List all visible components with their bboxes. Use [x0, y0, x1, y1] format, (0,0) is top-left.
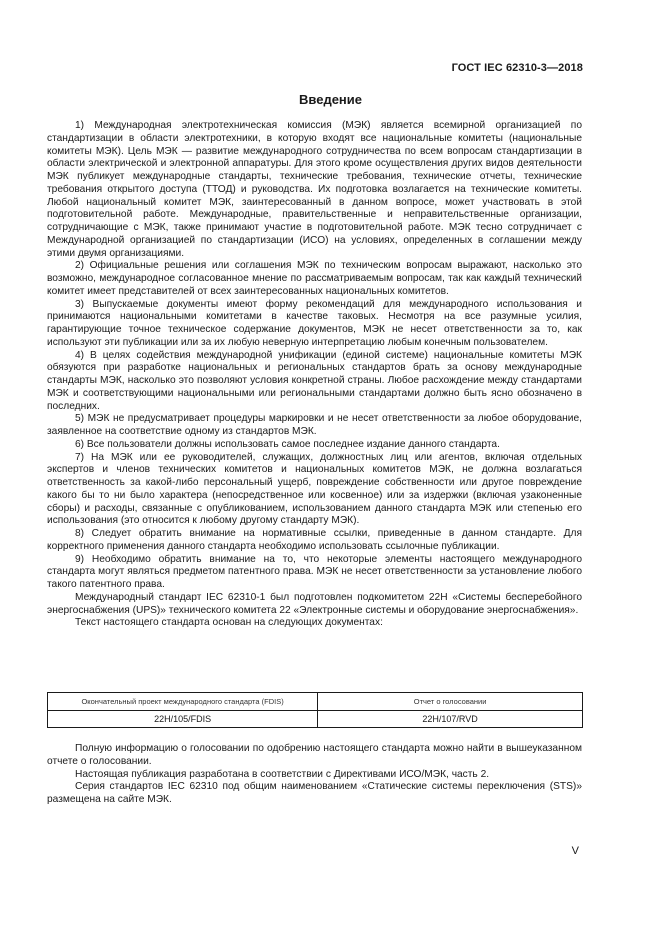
- page-number: V: [571, 845, 579, 857]
- section-title: Введение: [299, 92, 362, 107]
- document-header-id: ГОСТ IEC 62310-3—2018: [451, 62, 583, 74]
- paragraph: 6) Все пользователи должны использовать самое последнее издание данного стандарта.: [75, 438, 500, 450]
- paragraph: Текст настоящего стандарта основан на следующих документах:: [75, 617, 383, 629]
- paragraph: 3) Выпускаемые документы имеют форму рекомендаций для международного использования и принимаются национальными комитетами в качестве таковых. Несмотря на все разумные усилия, гарантирующие точное техническое содержание документов, МЭК не несет ответственности за то, как используют эти публикации или за их любую неверную интерпретацию любым конечным пользователем.: [47, 298, 582, 348]
- paragraph: 4) В целях содействия международной унификации (единой системе) национальные комитеты МЭК обязуются при разработке национальных и региональных стандартов брать за основу международные стандарты МЭК, насколько это позволяют условия конкретной страны. Любое расхождение между стандартами МЭК и соответствующими национальными или региональными стандартами должно быть ясно обозначено в последних.: [47, 349, 582, 412]
- paragraph: 8) Следует обратить внимание на нормативные ссылки, приведенные в данном стандарте. Для корректного применения данного стандарта необходимо использовать ссылочные публикации.: [47, 528, 582, 552]
- table-header-fdis: Окончательный проект международного стандарта (FDIS): [48, 693, 318, 711]
- paragraph: 1) Международная электротехническая комиссия (МЭК) является всемирной организацией по стандартизации в области электротехники, в которую входят все национальные комитеты (национальные комитеты МЭК). Цель МЭК — развитие международного сотрудничества по всем вопросам стандартизации в области электрической и электронной аппаратуры. Для этого кроме осуществления других видов деятельности МЭК публикует международные стандарты, технические требования, технические отчеты, технические требования открытого доступа (ТТОД) и руководства. Их подготовка возлагается на технические комитеты. Любой национальный комитет МЭК, заинтересованный в данном вопросе, может участвовать в этой подготовительной работе. Международные, правительственные и неправительственные организации, сотрудничающие с МЭК, также принимают участие в подготовительной работе. МЭК тесно сотрудничает с Международной организацией по стандартизации (ИСО) на условиях, определенных в соглашении между этими двумя организациями.: [47, 120, 582, 259]
- paragraph: 9) Необходимо обратить внимание на то, что некоторые элементы настоящего международного стандарта могут являться предметом патентного права. МЭК не несет ответственности за установление любого такого патентного права.: [47, 553, 582, 590]
- paragraph: Настоящая публикация разработана в соответствии с Директивами ИСО/МЭК, часть 2.: [75, 768, 490, 780]
- table-cell-rvd: 22H/107/RVD: [318, 711, 583, 728]
- paragraph: Международный стандарт IEC 62310-1 был подготовлен подкомитетом 22H «Системы бесперебойного энергоснабжения (UPS)» технического комитета 22 «Электронные системы и оборудование энергоснабжения».: [47, 591, 582, 616]
- introduction-body: [47, 120, 582, 630]
- table-header-row: [48, 693, 583, 711]
- paragraph: 2) Официальные решения или соглашения МЭК по техническим вопросам выражают, насколько это возможно, международное согласованное мнение по рассматриваемым вопросам, так как каждый технический комитет имеет представителей от всех заинтересованных национальных комитетов.: [47, 260, 582, 297]
- table-cell-fdis: 22H/105/FDIS: [48, 711, 318, 728]
- voting-documents-table: [47, 692, 583, 728]
- closing-body: [47, 743, 582, 807]
- table-row: [48, 711, 583, 728]
- paragraph: Серия стандартов IEC 62310 под общим наименованием «Статические системы переключения (STS)» размещена на сайте МЭК.: [47, 781, 582, 805]
- paragraph: Полную информацию о голосовании по одобрению настоящего стандарта можно найти в вышеуказанном отчете о голосовании.: [47, 743, 582, 767]
- paragraph: 5) МЭК не предусматривает процедуры маркировки и не несет ответственности за любое оборудование, заявленное на соответствие одному из стандартов МЭК.: [47, 413, 582, 437]
- paragraph: 7) На МЭК или ее руководителей, служащих, должностных лиц или агентов, включая отдельных экспертов и членов технических комитетов и национальных комитетов МЭК, не должна возлагаться ответственность за какой-либо персональный ущерб, повреждение собственности или другое повреждение какого бы то ни было характера (непосредственное или косвенное) или за издержки (включая узаконенные сборы) и расходы, связанные с опубликованием, использованием данного стандарта МЭК или степенью его использования (это относится к любому другому стандарту МЭК).: [47, 451, 582, 527]
- table-header-rvd: Отчет о голосовании: [318, 693, 583, 711]
